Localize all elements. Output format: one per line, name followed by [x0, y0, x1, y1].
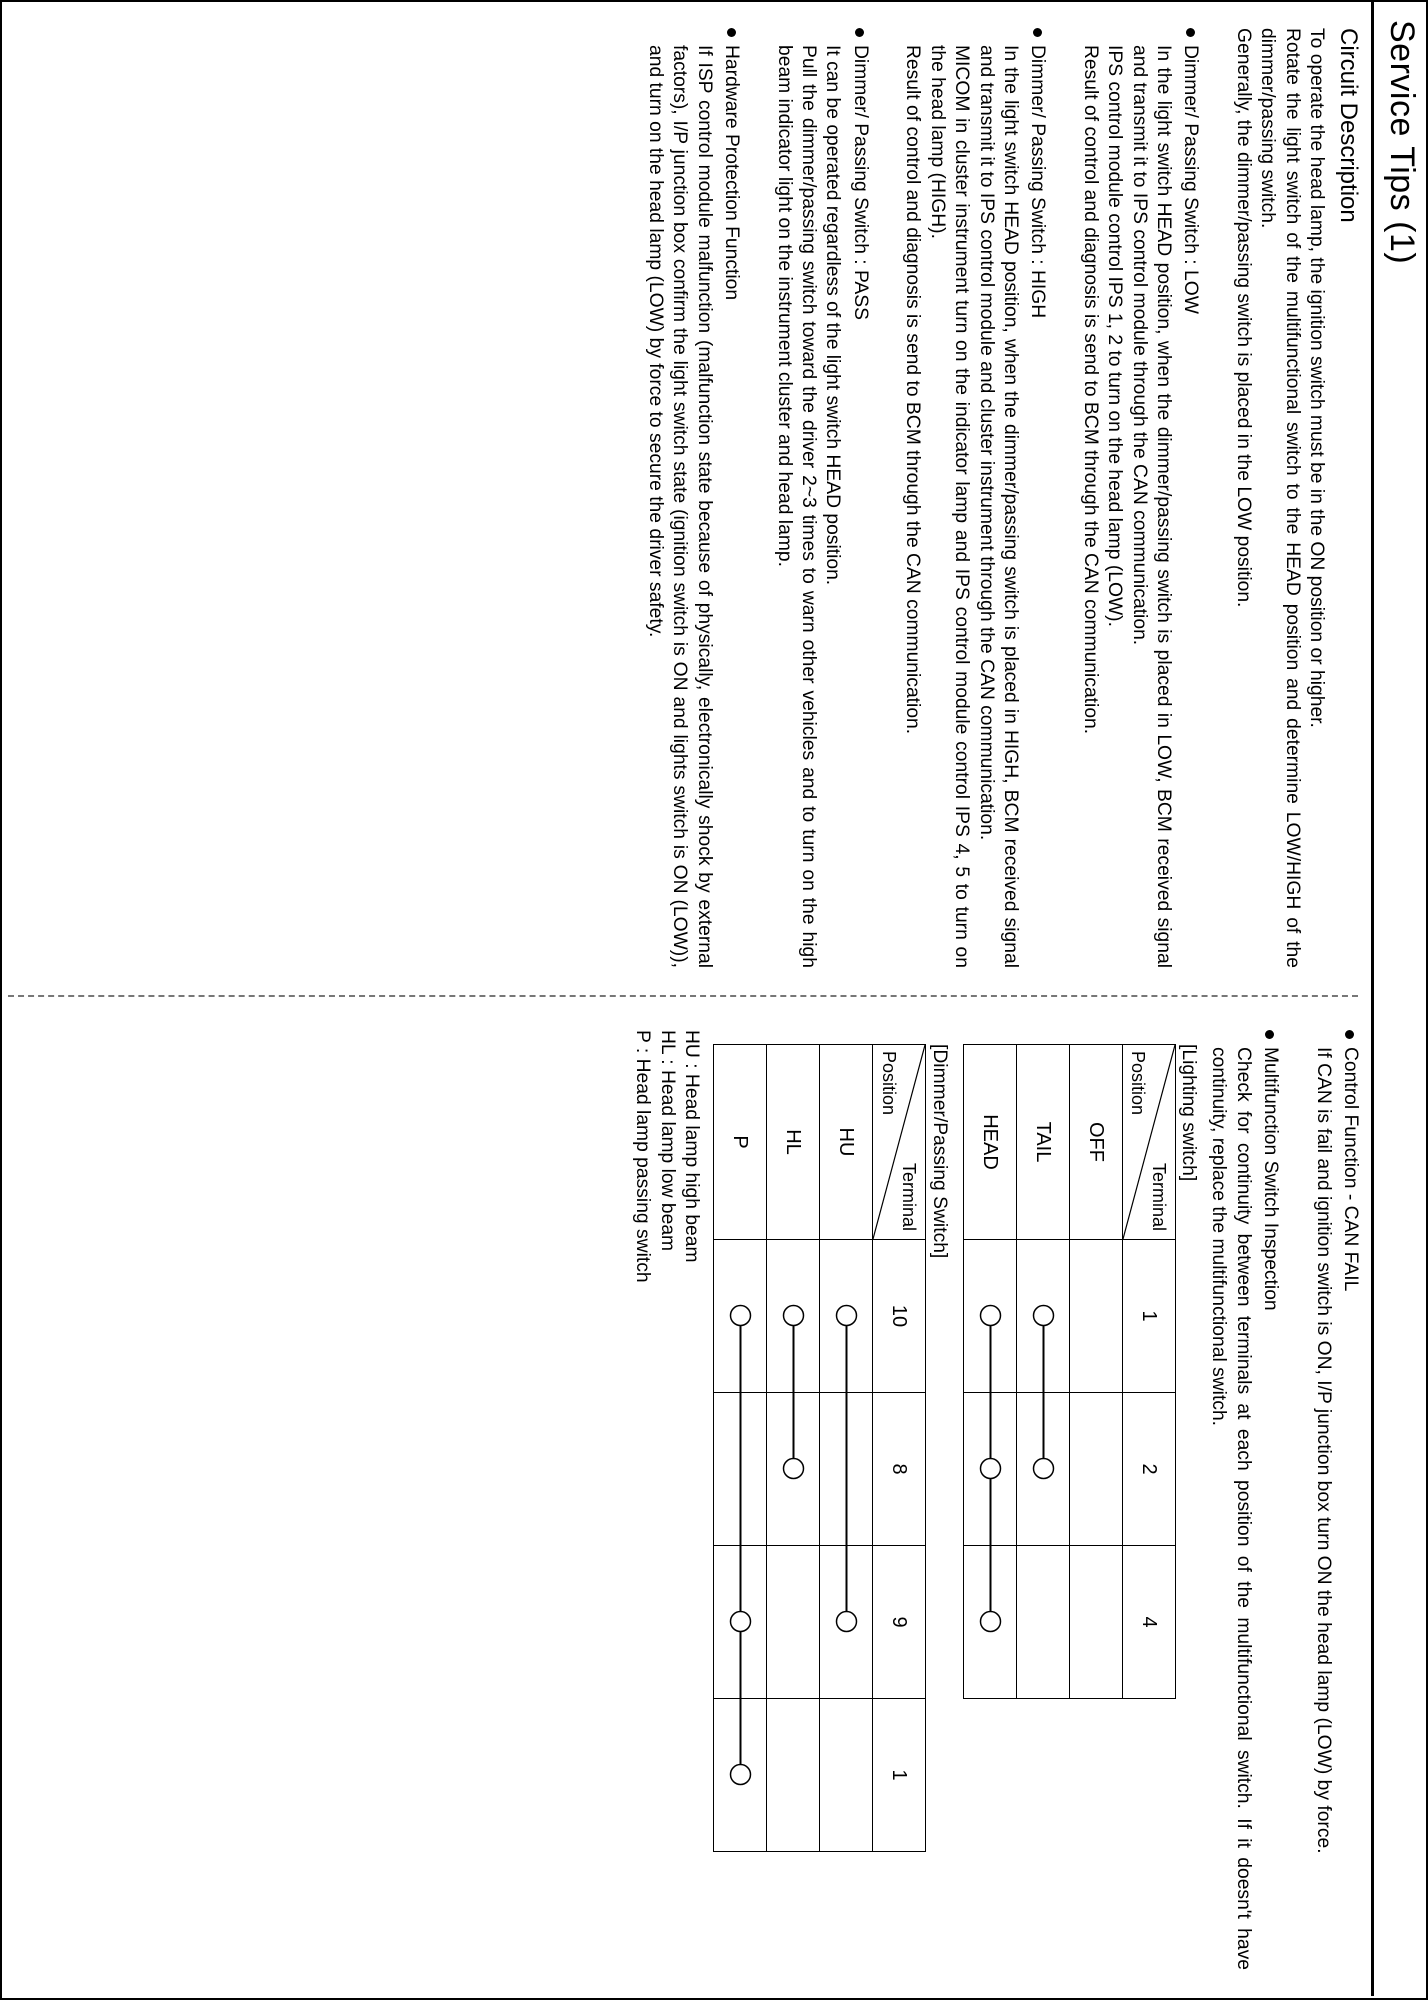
low-heading	[1178, 28, 1202, 968]
cell	[1069, 1546, 1122, 1699]
cell	[1069, 1393, 1122, 1546]
inspection-heading-text: Multifunction Switch Inspection	[1260, 1047, 1282, 1311]
inspection-section	[1206, 1030, 1282, 1970]
position-cell: P	[714, 1045, 767, 1240]
bullet-icon	[1265, 1030, 1274, 1039]
cell	[820, 1699, 873, 1852]
high-heading-text: Dimmer/ Passing Switch : HIGH	[1027, 45, 1049, 319]
high-line: Result of control and diagnosis is send to BCM through the CAN communication.	[902, 45, 924, 735]
circuit-line: Generally, the dimmer/passing switch is placed in the LOW position.	[1232, 28, 1254, 608]
position-label: Position	[1127, 1051, 1148, 1116]
circuit-description-heading: Circuit Description	[1335, 28, 1362, 223]
column-divider	[8, 995, 1358, 997]
cell	[963, 1546, 1016, 1699]
hardware-line: If ISP control module malfunction (malfunction state because of physically, electronically shock by external factors), I/P junction box confirm the light switch state (ignition switch is ON and lights switch is ON (LOW)), and turn on the head lamp (LOW) by force to secure the driver safety.	[645, 45, 715, 968]
terminal-cell: 1	[873, 1699, 926, 1852]
low-heading-text: Dimmer/ Passing Switch : LOW	[1180, 45, 1202, 314]
position-cell: OFF	[1069, 1045, 1122, 1240]
position-cell: HL	[767, 1045, 820, 1240]
high-heading	[1025, 28, 1049, 968]
pass-section	[771, 28, 872, 968]
control-heading-text: Control Function - CAN FAIL	[1340, 1047, 1361, 1292]
terminal-cell: 10	[873, 1240, 926, 1393]
hardware-section	[643, 28, 744, 968]
low-line: Result of control and diagnosis is send to BCM through the CAN communication.	[1079, 45, 1101, 735]
terminal-cell: 1	[1122, 1240, 1175, 1393]
table-header-row	[873, 1045, 926, 1852]
low-section	[1077, 28, 1202, 968]
control-heading	[1338, 1030, 1362, 1970]
high-line: In the light switch HEAD position, when the dimmer/passing switch is placed in HIGH, BCM received signal and transmit it to IPS control module and cluster instrument through the CAN communication.	[975, 45, 1021, 968]
position-cell: HU	[820, 1045, 873, 1240]
table-header-row	[1122, 1045, 1175, 1699]
pass-heading-text: Dimmer/ Passing Switch : PASS	[849, 45, 871, 321]
legend-item: P : Head lamp passing switch	[632, 1030, 654, 1283]
pass-line: It can be operated regardless of the light switch HEAD position.	[822, 45, 844, 586]
pass-line: Pull the dimmer/passing switch toward the driver 2~3 times to warn other vehicles and to turn on the high beam indicator light on the instrument cluster and head lamp.	[773, 45, 820, 968]
cell	[714, 1546, 767, 1699]
bullet-icon	[1345, 1030, 1354, 1039]
terminal-cell: 8	[873, 1393, 926, 1546]
table-row	[1016, 1045, 1069, 1699]
table-row	[820, 1045, 873, 1852]
page-title: Service Tips (1)	[1383, 20, 1421, 265]
cell	[714, 1393, 767, 1546]
bullet-icon	[1033, 28, 1042, 37]
cell	[1016, 1240, 1069, 1393]
position-cell: TAIL	[1016, 1045, 1069, 1240]
left-column	[643, 28, 1362, 968]
cell	[1016, 1546, 1069, 1699]
hardware-heading-text: Hardware Protection Function	[721, 45, 743, 301]
cell	[963, 1240, 1016, 1393]
table-row	[714, 1045, 767, 1852]
high-line: MICOM in cluster instrument turn on the indicator lamp and IPS control module control IPS 4, 5 to turn on the head lamp (HIGH).	[926, 45, 973, 968]
control-line: If CAN is fail and ignition switch is ON, I/P junction box turn ON the head lamp (LOW) by force.	[1312, 1047, 1334, 1854]
inspection-heading	[1258, 1030, 1282, 1970]
cell	[767, 1393, 820, 1546]
circuit-line: Rotate the light switch of the multifunctional switch to the HEAD position and determine LOW/HIGH of the dimmer/passing switch.	[1257, 28, 1303, 968]
low-line: IPS control module control IPS 1, 2 to turn on the head lamp (LOW).	[1104, 45, 1126, 627]
lighting-switch-table	[963, 1044, 1176, 1699]
cell	[820, 1240, 873, 1393]
cell	[767, 1699, 820, 1852]
legend-item: HU : Head lamp high beam	[681, 1030, 703, 1263]
diagonal-header-cell	[1122, 1045, 1175, 1240]
cell	[714, 1240, 767, 1393]
cell	[767, 1240, 820, 1393]
table-row	[963, 1045, 1016, 1699]
lighting-table-wrap	[963, 1030, 1176, 1970]
pass-heading	[848, 28, 872, 968]
bullet-icon	[727, 28, 736, 37]
terminal-label: Terminal	[1148, 1162, 1169, 1231]
terminal-cell: 2	[1122, 1393, 1175, 1546]
cell	[820, 1393, 873, 1546]
dimmer-table-wrap	[713, 1030, 926, 1970]
cell	[1016, 1393, 1069, 1546]
table-row	[1069, 1045, 1122, 1699]
dimmer-table-caption: [Dimmer/Passing Switch]	[928, 1044, 950, 1259]
terminal-cell: 9	[873, 1546, 926, 1699]
control-function-section	[1310, 1030, 1362, 1970]
right-column	[630, 1030, 1362, 1970]
inspection-line: Check for continuity between terminals at each position of the multifunctional switch. If it doesn't have continuity, replace the multifunctional switch.	[1208, 1047, 1254, 1970]
lighting-table-caption: [Lighting switch]	[1177, 1044, 1199, 1182]
title-bar	[1371, 0, 1428, 1996]
hardware-heading	[719, 28, 743, 968]
cell	[820, 1546, 873, 1699]
cell	[1069, 1240, 1122, 1393]
legend	[630, 1030, 703, 1970]
position-label: Position	[878, 1051, 899, 1116]
dimmer-switch-block	[713, 1030, 950, 1970]
legend-item: HL : Head lamp low beam	[656, 1030, 678, 1252]
dimmer-switch-table	[713, 1044, 926, 1852]
cell	[767, 1546, 820, 1699]
circuit-line: To operate the head lamp, the ignition switch must be in the ON position or higher.	[1306, 28, 1327, 728]
bullet-icon	[1186, 28, 1195, 37]
terminal-cell: 4	[1122, 1546, 1175, 1699]
position-cell: HEAD	[963, 1045, 1016, 1240]
cell	[714, 1699, 767, 1852]
high-section	[900, 28, 1049, 968]
cell	[963, 1393, 1016, 1546]
table-row	[767, 1045, 820, 1852]
diagonal-header-cell	[873, 1045, 926, 1240]
circuit-description-section	[1230, 28, 1362, 968]
low-line: In the light switch HEAD position, when the dimmer/passing switch is placed in LOW, BCM received signal and transmit it to IPS control module through the CAN communication.	[1128, 45, 1174, 968]
lighting-switch-block	[963, 1030, 1200, 1970]
bullet-icon	[855, 28, 864, 37]
terminal-label: Terminal	[899, 1162, 920, 1231]
